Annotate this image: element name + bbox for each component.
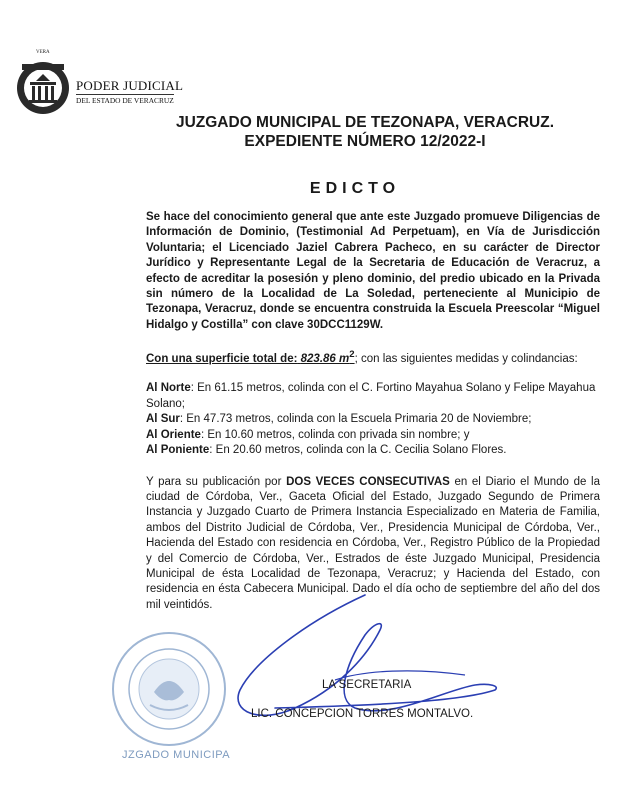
superficie-tail: ; con las siguientes medidas y colindancias:	[354, 353, 578, 366]
measure-item: Al Poniente: En 20.60 metros, colinda con la C. Cecilia Solano Flores.	[146, 444, 507, 457]
document-type-heading: EDICTO	[309, 180, 401, 197]
publication-paragraph: Y para su publicación por DOS VECES CONSECUTIVAS en el Diario el Mundo de la ciudad de Córdoba, Ver., Gaceta Oficial del Estado, Juzgado Segundo de Primera Instancia y Juzgado Cuarto de Primera Instancia Especializado en Materia de Familia, ambos del Distrito Judicial de Córdoba, Ver., Presidencia Municipal de Córdoba, Ver., Hacienda del Estado con residencia en Córdoba, Ver., Registro Público de la Propiedad y del Comercio de Córdoba, Ver., Estrados de éste Juzgado Municipal, Presidencia Municipal de ésta Localidad de Tezonapa, Veracruz; y Hacienda del Estado, con residencia en ésta Cabecera Municipal. Dado el día ocho de septiembre del año del dos mil veintidós.	[146, 475, 600, 611]
signatory-name: LIC. CONCEPCION TORRES MONTALVO.	[251, 708, 474, 720]
measure-item: Al Norte: En 61.15 metros, colinda con el C. Fortino Mayahua Solano y Felipe Mayahua Solano;	[146, 382, 596, 410]
org-name: PODER JUDICIAL	[76, 78, 184, 93]
court-title-line2: EXPEDIENTE NÚMERO 12/2022-I	[244, 133, 486, 150]
document-body	[146, 210, 600, 613]
superficie-paragraph	[146, 347, 600, 367]
poder-judicial-logo	[14, 50, 184, 120]
measure-item: Al Oriente: En 10.60 metros, colinda con privada sin nombre; y	[146, 428, 470, 441]
logo-top-text: VERA	[36, 50, 50, 55]
org-subtitle: DEL ESTADO DE VERACRUZ	[76, 96, 174, 105]
judicial-emblem-icon	[14, 58, 72, 118]
publication-frequency: DOS VECES CONSECUTIVAS	[286, 475, 450, 488]
superficie-value: 823.86 m	[300, 353, 350, 366]
measures-list	[146, 381, 600, 458]
court-title-line1: JUZGADO MUNICIPAL DE TEZONAPA, VERACRUZ.	[175, 114, 555, 131]
intro-paragraph: Se hace del conocimiento general que ante este Juzgado promueve Diligencias de Información de Dominio, (Testimonial Ad Perpetuam), en Vía de Jurisdicción Voluntaria; el Licenciado Jaziel Cabrera Pacheco, en su carácter de Director Jurídico y Representante Legal de la Secretaria de Educación de Veracruz, a efecto de acreditar la posesión y pleno dominio, del predio ubicado en la Privada sin número de la Localidad de La Soledad, perteneciente al Municipio de Tezonapa, Veracruz, donde se encuentra construida la Escuela Preescolar “Miguel Hidalgo y Costilla” con clave 30DCC1129W.	[146, 211, 600, 331]
superficie-exponent: 2	[349, 349, 355, 361]
court-title	[130, 113, 600, 151]
measure-item: Al Sur: En 47.73 metros, colinda con la Escuela Primaria 20 de Noviembre;	[146, 413, 532, 426]
superficie-label: Con una superficie total de: 823.86 $m^2$	[146, 349, 355, 366]
signatory-role: LA SECRETARIA	[322, 679, 412, 691]
court-seal-stamp	[110, 630, 228, 748]
seal-caption: JZGADO MUNICIPA	[122, 749, 231, 761]
